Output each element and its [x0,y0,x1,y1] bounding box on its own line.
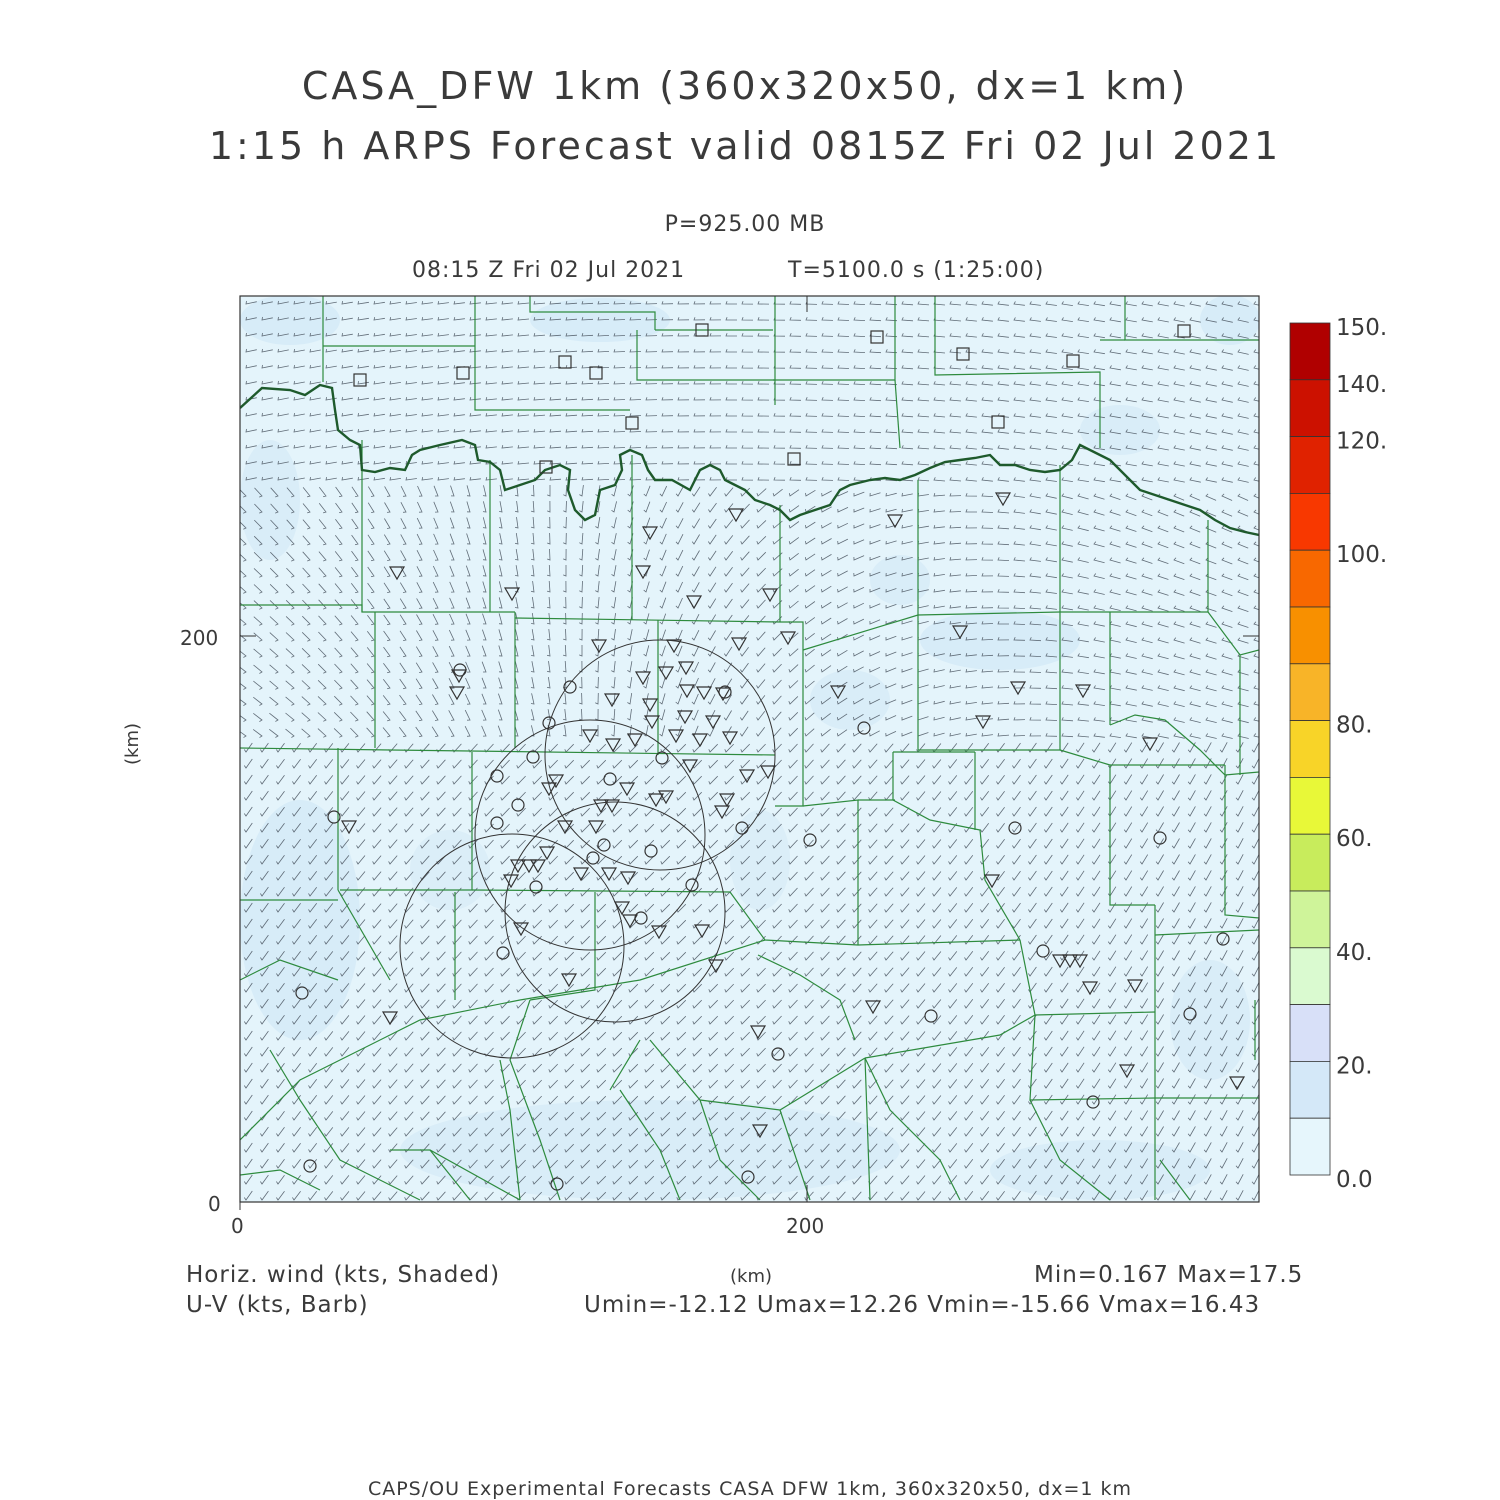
min-max-stats: Min=0.167 Max=17.5 [1034,1262,1304,1288]
colorbar-swatch [1290,437,1330,494]
colorbar-swatch [1290,777,1330,834]
shaded-field-label: Horiz. wind (kts, Shaded) [186,1262,501,1288]
x-tick-0: 0 [231,1214,244,1238]
barb-field-label: U-V (kts, Barb) [186,1292,369,1318]
colorbar-label: 60. [1336,826,1373,853]
colorbar-swatch [1290,1005,1330,1062]
colorbar-swatch [1290,323,1330,380]
colorbar-swatch [1290,891,1330,948]
colorbar-label: 80. [1336,712,1373,739]
colorbar-swatch [1290,493,1330,550]
colorbar-label: 100. [1336,542,1388,569]
y-tick-0: 0 [208,1192,221,1216]
y-tick-200: 200 [180,626,219,650]
uv-range-stats: Umin=-12.12 Umax=12.26 Vmin=-15.66 Vmax=16.43 [584,1292,1261,1318]
forecast-subtitle: 1:15 h ARPS Forecast valid 0815Z Fri 02 Jul 2021 [208,124,1282,168]
colorbar-label: 140. [1336,371,1388,398]
model-time: T=5100.0 s (1:25:00) [788,258,1045,283]
colorbar-swatch [1290,380,1330,437]
colorbar-swatch [1290,1061,1330,1118]
colorbar-swatch [1290,834,1330,891]
colorbar-label: 40. [1336,939,1373,966]
x-tick-200: 200 [786,1214,825,1238]
colorbar-swatch [1290,664,1330,721]
colorbar-label: 150. [1336,315,1388,341]
colorbar-swatch [1290,1118,1330,1175]
valid-time: 08:15 Z Fri 02 Jul 2021 [412,258,686,283]
colorbar [1290,315,1387,1193]
colorbar-label: 120. [1336,428,1388,455]
colorbar-label: 20. [1336,1053,1373,1080]
y-axis-unit: (km) [122,722,143,765]
pressure-level: P=925.00 MB [664,212,826,237]
colorbar-swatch [1290,948,1330,1005]
colorbar-swatch [1290,550,1330,607]
colorbar-swatch [1290,721,1330,778]
footer-credit: CAPS/OU Experimental Forecasts CASA DFW 1km, 360x320x50, dx=1 km [367,1478,1133,1500]
colorbar-label: 0.0 [1336,1167,1373,1193]
colorbar-swatch [1290,607,1330,664]
main-title: CASA_DFW 1km (360x320x50, dx=1 km) [301,64,1189,108]
x-axis-unit: (km) [730,1266,773,1287]
